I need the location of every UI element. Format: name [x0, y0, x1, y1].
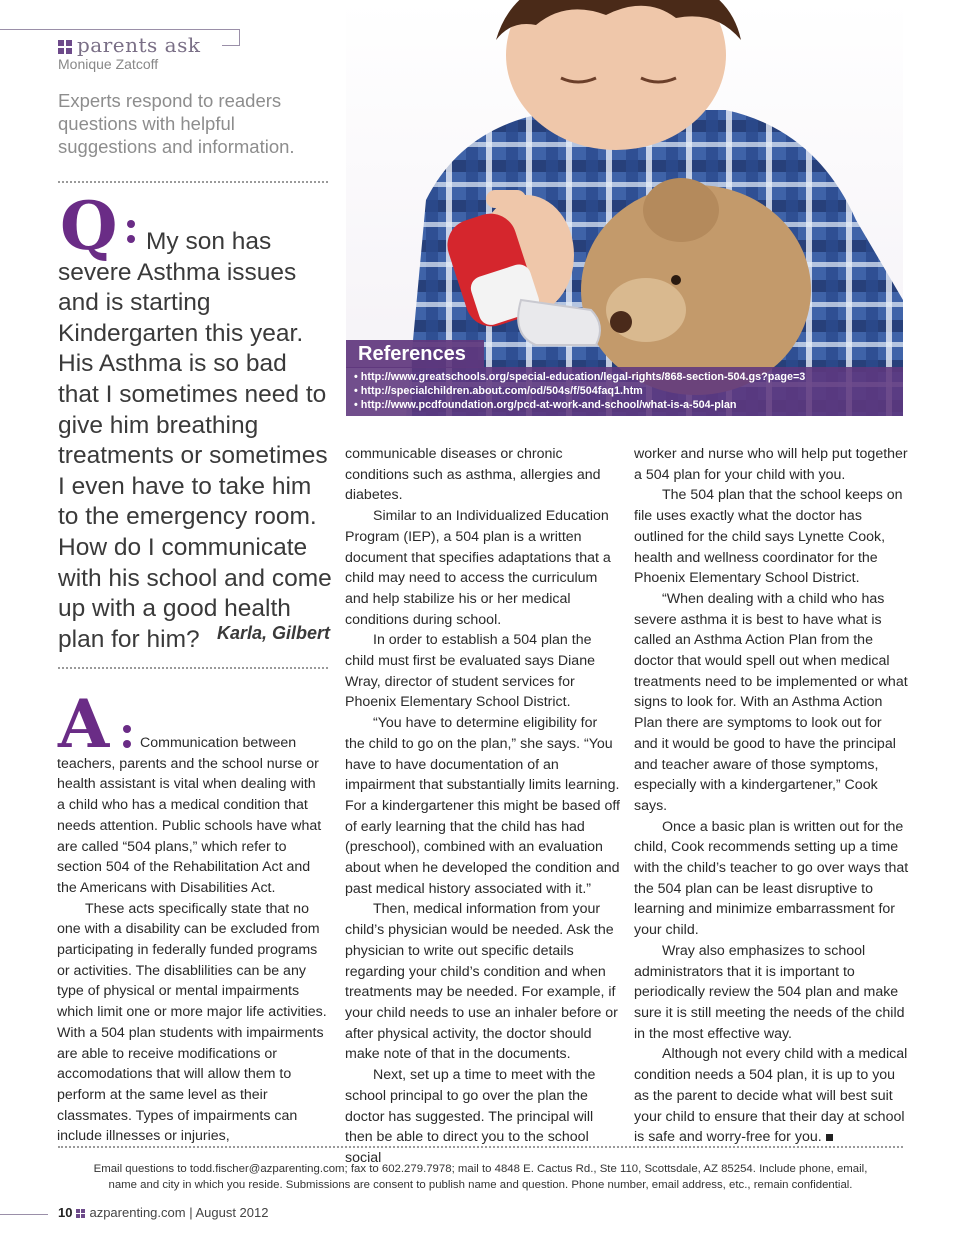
paragraph [634, 1044, 909, 1148]
folio-squares-icon [76, 1209, 85, 1218]
answer-letter: A [58, 685, 110, 763]
question-text: My son has severe Asthma issues and is starting Kindergarten this year. His Asthma is so bad that I sometimes need to give him breathing treatments or sometimes I even have to take him to the emergency room. How do I communicate with his school and come up with a good health plan for him? [58, 228, 332, 653]
paragraph: The 504 plan that the school keeps on file uses exactly what the doctor has outlined for the child says Lynette Cook, health and wellness coordinator for the Phoenix Elementary School District. [634, 487, 903, 587]
page-number: 10 [58, 1205, 73, 1220]
paragraph: “You have to determine eligibility for the child to go on the plan,” she says. “You have to have documentation of an impairment that substantially limits learning. For a kindergartener this might be based off of early learning that the child has had (preschool), combined with an evaluation about when he developed the condition and past medical history associated with it.” [345, 715, 620, 897]
author-name: Monique Zatcoff [58, 56, 159, 72]
paragraph: In order to establish a 504 plan the child must first be evaluated says Diane Wray, director of student services for Phoenix Elementary School District. [345, 632, 595, 711]
paragraph: worker and nurse who will help put together a 504 plan for your child with you. [634, 446, 908, 483]
footer-note-line: Email questions to todd.fischer@azparenting.com; fax to 602.279.7978; mail to 4848 E. Cactus Rd., Ste 110, Scottsdale, AZ 85254. Include phone, email, [93, 1163, 868, 1175]
reference-link[interactable]: • http://www.greatschools.org/special-education/legal-rights/868-section-504.gs?page=3 [354, 371, 806, 383]
header-rule [0, 29, 240, 30]
references-list [346, 367, 903, 416]
end-mark-icon [826, 1134, 833, 1141]
reference-link[interactable]: • http://specialchildren.about.com/od/504s/f/504faq1.htm [354, 385, 643, 397]
divider-bottom [58, 1146, 903, 1148]
answer-column-2 [345, 444, 620, 1169]
paragraph: Similar to an Individualized Education Program (IEP), a 504 plan is a written document that specifies adaptations that a child may need to access the curriculum and help stabilize his or her medical conditions during school. [345, 508, 611, 628]
question-signature: Karla, Gilbert [216, 623, 330, 643]
paragraph: Next, set up a time to meet with the school principal to go over the plan the doctor has suggested. The principal will then be able to direct you to the school social [345, 1067, 596, 1166]
header-rule-foot [222, 45, 240, 46]
answer-column-3 [634, 444, 909, 1148]
footer-note [58, 1161, 903, 1193]
publication-info: azparenting.com | August 2012 [89, 1205, 269, 1220]
paragraph-text: Although not every child with a medical condition needs a 504 plan, it is up to you as the parent to decide what will best suit your child to ensure that their day at school is safe and worry-free for you. [634, 1046, 908, 1146]
divider-middle [58, 667, 328, 669]
references-box [346, 340, 903, 416]
paragraph: Once a basic plan is written out for the child, Cook recommends setting up a time with the child’s teacher to go over ways that the 504 plan can be least disruptive to learning and minimize embarrassment for your child. [634, 818, 909, 939]
paragraph: Then, medical information from your child’s physician would be needed. Ask the physician to write out specific details regarding your child’s condition and when treatments may be needed. For example, if your child needs to use an inhaler before or after physical activity, the doctor should make note of that in the documents. [345, 901, 618, 1063]
references-title: References [346, 340, 484, 368]
paragraph: Wray also emphasizes to school administrators that it is important to periodically review the 504 plan and make sure it is still meeting the needs of the child in the most effective way. [634, 942, 905, 1042]
section-title [58, 33, 200, 57]
paragraph: communicable diseases or chronic conditions such as asthma, allergies and diabetes. [345, 446, 601, 504]
section-title-text: parents ask [77, 33, 201, 57]
divider-top [58, 181, 328, 183]
reference-link[interactable]: • http://www.pcdfoundation.org/pcd-at-work-and-school/what-is-a-504-plan [354, 399, 737, 411]
paragraph: “When dealing with a child who has severe asthma it is best to have what is called an Asthma Action Plan from the doctor that would spell out when medical treatments need to be implemented or what signs to look for. With an Asthma Action Plan there are symptoms to look out for and it would be good to have the principal and teacher aware of those symptoms, especially with a kindergartener,” Cook says. [634, 590, 908, 814]
footer-note-line: name and city in which you reside. Submissions are consent to publish name and question. Phone number, email address, etc., remain confidential. [108, 1179, 853, 1191]
paragraph: These acts specifically state that no one with a disability can be excluded from participating in federally funded programs or activities. The disablilities can be any type of physical or mental impairments which limit one or more major life activities. With a 504 plan students with impairments are able to receive modifications or accomodations that will allow them to perform at the same level as their classmates. Types of impairments can include illnesses or injuries, [57, 900, 327, 1145]
answer-column-1 [57, 733, 327, 1147]
page-folio [58, 1205, 268, 1220]
folio-rule [0, 1214, 48, 1215]
intro-text: Experts respond to readers questions with helpful suggestions and information. [58, 90, 295, 157]
question-letter: Q [60, 187, 118, 265]
section-squares-icon [58, 40, 72, 54]
paragraph: Communication between teachers, parents and the school nurse or health assistant is vital when dealing with a child who has a medical condition that needs attention. Public schools have what are called “504 plans,” which refer to section 504 of the Rehabilitation Act and the Americans with Disabilities Act. [57, 735, 322, 896]
header-rule-tick [239, 29, 240, 46]
